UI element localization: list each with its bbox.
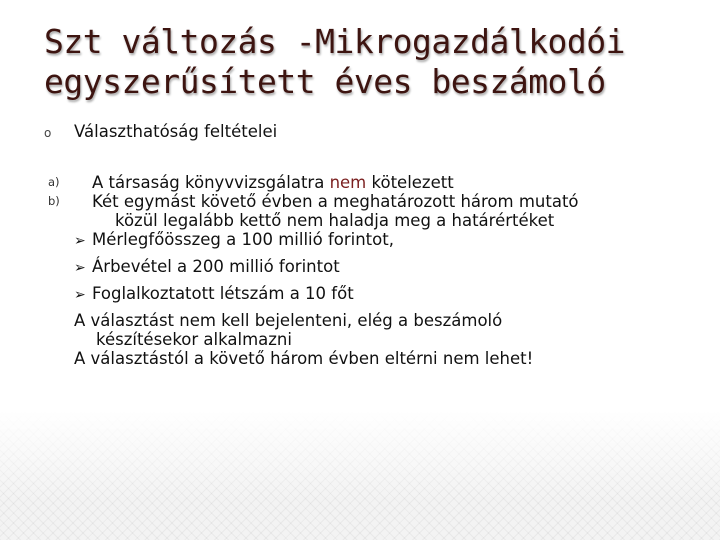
item-text-line-2: közül legalább kettő nem haladja meg a határértéket (115, 211, 555, 230)
item-text-line-1: Két egymást követő évben a meghatározott három mutató (92, 192, 579, 211)
item-marker: a) (48, 175, 60, 189)
title-line-1: Szt változás -Mikrogazdálkodói (44, 22, 626, 61)
note-line: A választást nem kell bejelenteni, elég a beszámoló (74, 311, 503, 330)
conditions-list (48, 173, 688, 368)
item-text (92, 173, 688, 192)
item-text-start: A társaság könyvvizsgálatra (92, 173, 330, 192)
subtitle-text: Választhatóság feltételei (74, 122, 278, 141)
item-marker: b) (48, 194, 60, 208)
note-line: készítésekor alkalmazni (96, 330, 292, 349)
criterion-item (74, 284, 688, 305)
arrow-right-icon: ➢ (74, 287, 86, 303)
background-pattern (0, 410, 720, 540)
arrow-right-icon: ➢ (74, 233, 86, 249)
list-item (48, 192, 688, 230)
note-line: A választástól a követő három évben eltérni nem lehet! (74, 349, 534, 368)
criterion-text: Mérlegfőösszeg a 100 millió forintot, (92, 230, 394, 249)
list-item (48, 173, 688, 192)
criterion-text: Árbevétel a 200 millió forintot (92, 257, 340, 276)
subtitle (44, 122, 277, 143)
arrow-right-icon: ➢ (74, 260, 86, 276)
criterion-item (74, 257, 688, 278)
slide-title (44, 22, 704, 102)
circle-bullet-icon: o (44, 126, 52, 140)
highlight-word: nem (329, 173, 367, 192)
criterion-item (74, 230, 688, 251)
criterion-text: Foglalkoztatott létszám a 10 főt (92, 284, 354, 303)
item-text-end: kötelezett (366, 173, 454, 192)
title-line-2: egyszerűsített éves beszámoló (44, 62, 606, 101)
